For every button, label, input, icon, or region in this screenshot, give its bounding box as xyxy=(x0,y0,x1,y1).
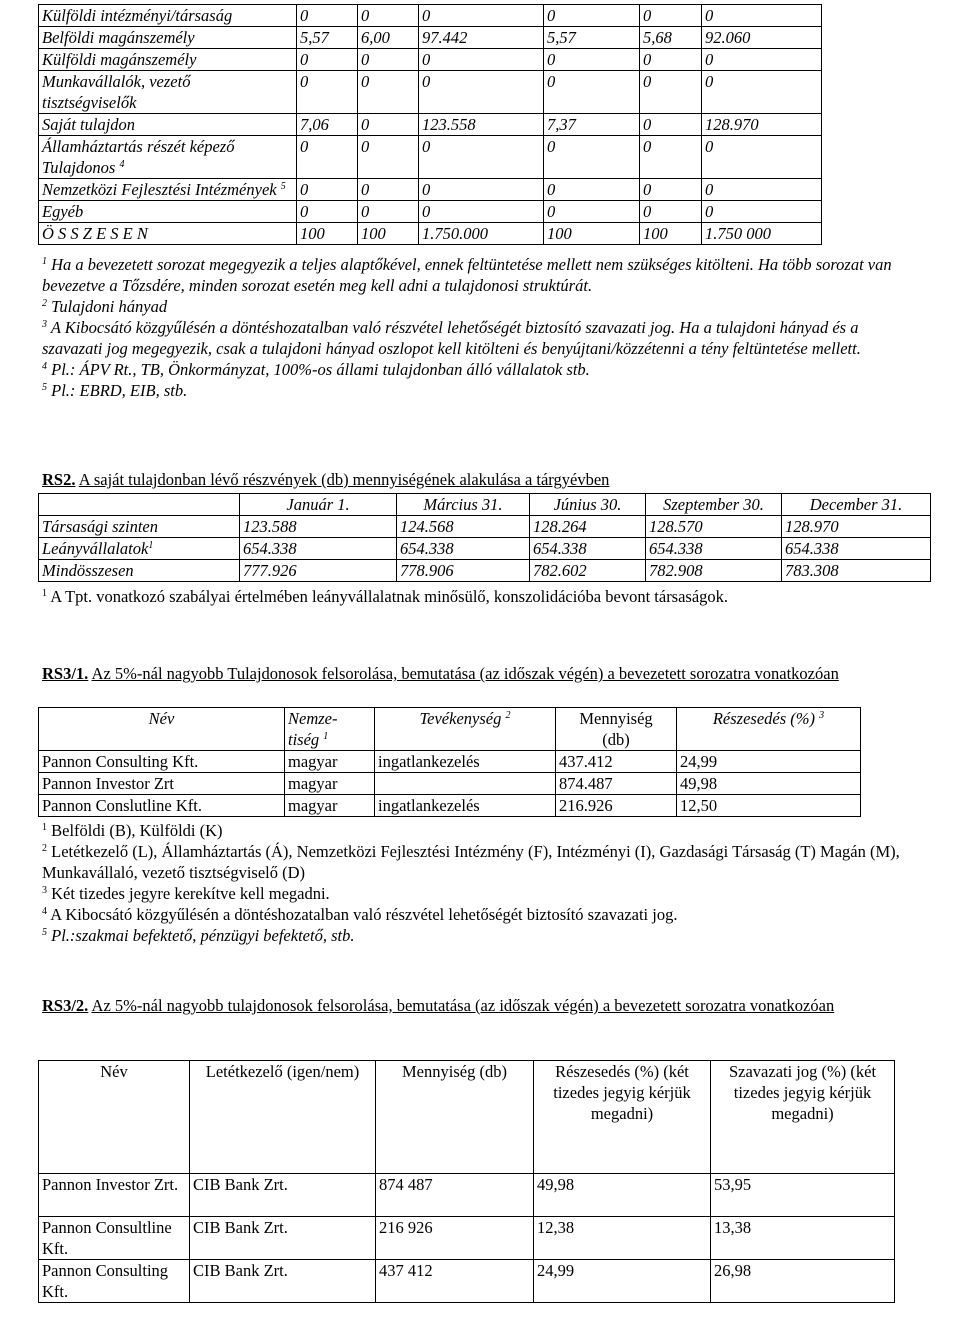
cell: 0 xyxy=(358,71,419,114)
header-activity xyxy=(375,708,556,751)
header-quantity-line2: (db) xyxy=(602,730,630,749)
cell-voting-rights: 26,98 xyxy=(711,1260,895,1303)
cell: 0 xyxy=(419,5,544,27)
header-quantity xyxy=(556,708,677,751)
header-cell: Június 30. xyxy=(530,494,646,516)
table-row xyxy=(39,136,822,179)
header-share: Részesedés (%) (két tizedes jegyig kérjük megadni) xyxy=(534,1061,711,1174)
footnote-text: Letétkezelő (L), Államháztartás (Á), Nemzetközi Fejlesztési Intézmény (F), Intézményi (I), Gazdasági Társaság (T) Magán (M), Munkavállaló, vezető tisztségviselő (D) xyxy=(42,842,900,882)
row-label-line1: Munkavállalók, vezető xyxy=(42,72,191,91)
cell-voting-rights: 13,38 xyxy=(711,1217,895,1260)
cell: 782.602 xyxy=(530,560,646,582)
cell-share: 24,99 xyxy=(534,1260,711,1303)
table-row xyxy=(39,538,931,560)
table-row xyxy=(39,201,822,223)
cell: 1.750 000 xyxy=(702,223,822,245)
header-nationality xyxy=(285,708,375,751)
cell: 123.588 xyxy=(240,516,397,538)
row-label-text: Nemzetközi Fejlesztési Intézmények xyxy=(42,180,277,199)
cell: 0 xyxy=(702,49,822,71)
section-title: Az 5%-nál nagyobb tulajdonosok felsorolása, bemutatása (az időszak végén) a bevezetett sorozatra vonatkozóan xyxy=(91,996,835,1015)
section-code: RS3/2. xyxy=(42,996,89,1015)
row-label: Külföldi intézményi/társaság xyxy=(39,5,297,27)
rs2-heading xyxy=(42,470,609,490)
cell: 128.970 xyxy=(702,114,822,136)
shareholder-structure-table xyxy=(38,4,822,245)
table-row xyxy=(39,773,861,795)
section-code: RS3/1. xyxy=(42,664,89,683)
cell: 0 xyxy=(702,71,822,114)
table-row xyxy=(39,1174,895,1217)
table-row xyxy=(39,751,861,773)
cell: 0 xyxy=(419,71,544,114)
footnote-text: Belföldi (B), Külföldi (K) xyxy=(51,821,223,840)
footnote-number: 4 xyxy=(42,906,47,917)
cell: 0 xyxy=(640,136,702,179)
cell: 0 xyxy=(544,136,640,179)
footnote-number: 3 xyxy=(42,885,47,896)
cell: 100 xyxy=(544,223,640,245)
cell: 0 xyxy=(544,5,640,27)
footnote-ref: 4 xyxy=(119,159,125,170)
cell: 0 xyxy=(297,71,358,114)
row-label xyxy=(39,136,297,179)
cell-share: 12,38 xyxy=(534,1217,711,1260)
cell-name: Pannon Consultline Kft. xyxy=(39,1217,190,1260)
cell: 0 xyxy=(640,179,702,201)
cell: 7,06 xyxy=(297,114,358,136)
header-cell: December 31. xyxy=(782,494,931,516)
header-nationality-line1: Nemze- xyxy=(288,709,338,728)
cell-activity xyxy=(375,773,556,795)
cell: 128.970 xyxy=(782,516,931,538)
cell-name: Pannon Consulting Kft. xyxy=(39,751,285,773)
cell: 0 xyxy=(419,201,544,223)
cell: 100 xyxy=(358,223,419,245)
treasury-shares-table xyxy=(38,493,931,582)
cell: 0 xyxy=(297,136,358,179)
header-nationality-line2: tiség xyxy=(288,730,320,749)
footnote xyxy=(42,904,912,925)
cell: 0 xyxy=(297,179,358,201)
table-row xyxy=(39,179,822,201)
footnote-ref: 1 xyxy=(323,731,329,742)
section-title: A saját tulajdonban lévő részvények (db) mennyiségének alakulása a tárgyévben xyxy=(78,470,610,489)
cell: 5,57 xyxy=(297,27,358,49)
header-quantity: Mennyiség (db) xyxy=(376,1061,534,1174)
row-label-line2: Tulajdonos xyxy=(42,158,116,177)
header-name: Név xyxy=(39,708,285,751)
rs2-footnote xyxy=(42,586,922,607)
cell-name: Pannon Conslutline Kft. xyxy=(39,795,285,817)
table-row xyxy=(39,1217,895,1260)
cell-custodian: CIB Bank Zrt. xyxy=(190,1260,376,1303)
cell: 0 xyxy=(544,49,640,71)
cell-custodian: CIB Bank Zrt. xyxy=(190,1217,376,1260)
table-row xyxy=(39,516,931,538)
rs32-heading xyxy=(42,995,902,1016)
row-label-line1: Államháztartás részét képező xyxy=(42,137,235,156)
footnote-text: Pl.: EBRD, EIB, stb. xyxy=(51,381,188,400)
cell-share: 24,99 xyxy=(677,751,861,773)
cell: 0 xyxy=(702,136,822,179)
header-share-text: Részesedés (%) xyxy=(712,709,816,728)
footnote-number: 5 xyxy=(42,927,47,938)
footnote-ref: 3 xyxy=(819,710,825,721)
cell: 0 xyxy=(297,5,358,27)
cell-voting-rights: 53,95 xyxy=(711,1174,895,1217)
rs31-footnotes xyxy=(42,820,912,946)
cell-nationality: magyar xyxy=(285,773,375,795)
footnote-text: A Tpt. vonatkozó szabályai értelmében leányvállalatnak minősülő, konszolidációba bevont társaságok. xyxy=(50,587,729,606)
cell: 0 xyxy=(702,179,822,201)
section-code: RS2. xyxy=(42,470,76,489)
cell-nationality: magyar xyxy=(285,795,375,817)
cell-nationality: magyar xyxy=(285,751,375,773)
row-label: Saját tulajdon xyxy=(39,114,297,136)
table-header-row xyxy=(39,708,861,751)
cell: 100 xyxy=(297,223,358,245)
header-cell: Szeptember 30. xyxy=(646,494,782,516)
cell: 778.906 xyxy=(397,560,530,582)
cell: 0 xyxy=(544,201,640,223)
major-owners-table xyxy=(38,707,861,817)
footnote xyxy=(42,359,902,380)
table-header-row xyxy=(39,494,931,516)
table-header-row xyxy=(39,1061,895,1174)
row-label xyxy=(39,71,297,114)
row-label xyxy=(39,538,240,560)
cell-quantity: 216.926 xyxy=(556,795,677,817)
cell: 0 xyxy=(358,136,419,179)
cell: 0 xyxy=(358,5,419,27)
footnote-text: Ha a bevezetett sorozat megegyezik a teljes alaptőkével, ennek feltüntetése mellett nem szükséges kitölteni. Ha több sorozat van bevezetve a Tőzsdére, minden sorozat esetén meg kell adni a tulajdonosi struktúrát. xyxy=(42,255,892,295)
cell: 0 xyxy=(358,201,419,223)
cell-custodian: CIB Bank Zrt. xyxy=(190,1174,376,1217)
table-row xyxy=(39,71,822,114)
cell-quantity: 874.487 xyxy=(556,773,677,795)
cell: 7,37 xyxy=(544,114,640,136)
footnote-text: Pl.:szakmai befektető, pénzügyi befektető, stb. xyxy=(51,926,355,945)
footnote-ref: 2 xyxy=(505,710,511,721)
cell: 1.750.000 xyxy=(419,223,544,245)
header-quantity-line1: Mennyiség xyxy=(579,709,653,728)
footnote xyxy=(42,380,902,401)
footnote xyxy=(42,820,912,841)
header-activity-text: Tevékenység xyxy=(419,709,502,728)
row-label: Mindösszesen xyxy=(39,560,240,582)
cell: 0 xyxy=(702,5,822,27)
row-label-text: Leányvállalatok xyxy=(42,539,149,558)
footnote-text: Két tizedes jegyre kerekítve kell megadni. xyxy=(51,884,330,903)
footnote-number: 1 xyxy=(42,256,47,267)
cell: 0 xyxy=(544,179,640,201)
table-row xyxy=(39,1260,895,1303)
cell: 5,68 xyxy=(640,27,702,49)
footnote xyxy=(42,925,912,946)
header-cell-empty xyxy=(39,494,240,516)
footnote-number: 2 xyxy=(42,843,47,854)
rs31-heading xyxy=(42,663,902,684)
row-label: Külföldi magánszemély xyxy=(39,49,297,71)
header-cell: Január 1. xyxy=(240,494,397,516)
cell: 0 xyxy=(640,5,702,27)
table-row xyxy=(39,560,931,582)
cell-share: 12,50 xyxy=(677,795,861,817)
header-voting-rights: Szavazati jog (%) (két tizedes jegyig kérjük megadni) xyxy=(711,1061,895,1174)
cell: 0 xyxy=(297,201,358,223)
table-row-total xyxy=(39,223,822,245)
header-name: Név xyxy=(39,1061,190,1174)
cell: 6,00 xyxy=(358,27,419,49)
major-owners-custodian-table xyxy=(38,1060,895,1303)
cell: 0 xyxy=(358,179,419,201)
cell-share: 49,98 xyxy=(677,773,861,795)
cell-share: 49,98 xyxy=(534,1174,711,1217)
row-label: Belföldi magánszemély xyxy=(39,27,297,49)
cell: 123.558 xyxy=(419,114,544,136)
cell: 0 xyxy=(640,201,702,223)
cell-quantity: 874 487 xyxy=(376,1174,534,1217)
cell-activity: ingatlankezelés xyxy=(375,751,556,773)
row-label xyxy=(39,179,297,201)
header-custodian: Letétkezelő (igen/nem) xyxy=(190,1061,376,1174)
cell: 0 xyxy=(640,114,702,136)
cell: 124.568 xyxy=(397,516,530,538)
table-row xyxy=(39,5,822,27)
cell: 654.338 xyxy=(240,538,397,560)
table-row xyxy=(39,795,861,817)
row-label: Társasági szinten xyxy=(39,516,240,538)
footnote-text: A Kibocsátó közgyűlésén a döntéshozatalban való részvétel lehetőségét biztosító szavazati jog. xyxy=(50,905,678,924)
cell-name: Pannon Consulting Kft. xyxy=(39,1260,190,1303)
cell: 654.338 xyxy=(646,538,782,560)
cell: 0 xyxy=(640,49,702,71)
cell-quantity: 437.412 xyxy=(556,751,677,773)
footnote-text: A Kibocsátó közgyűlésén a döntéshozatalban való részvétel lehetőségét biztosító szavazati jog. Ha a tulajdoni hányad és a szavazati jog megegyezik, csak a tulajdoni hányad oszlopot kell kitölteni és benyújtani/közzétenni a tény feltüntetése mellett. xyxy=(42,318,861,358)
footnote-number: 5 xyxy=(42,382,47,393)
footnote-number: 3 xyxy=(42,319,47,330)
cell: 0 xyxy=(358,49,419,71)
footnote-text: Tulajdoni hányad xyxy=(51,297,168,316)
cell: 0 xyxy=(419,136,544,179)
footnote xyxy=(42,317,902,359)
cell: 128.570 xyxy=(646,516,782,538)
footnote xyxy=(42,254,902,296)
cell: 5,57 xyxy=(544,27,640,49)
cell: 654.338 xyxy=(530,538,646,560)
footnote-number: 1 xyxy=(42,822,47,833)
footnote-number: 4 xyxy=(42,361,47,372)
table-row xyxy=(39,27,822,49)
table-row xyxy=(39,49,822,71)
cell: 0 xyxy=(640,71,702,114)
row-label: Egyéb xyxy=(39,201,297,223)
footnote xyxy=(42,841,912,883)
footnote-number: 1 xyxy=(42,588,47,599)
section-title: Az 5%-nál nagyobb Tulajdonosok felsorolása, bemutatása (az időszak végén) a bevezetett sorozatra vonatkozóan xyxy=(91,664,839,683)
cell: 92.060 xyxy=(702,27,822,49)
footnote xyxy=(42,883,912,904)
cell: 0 xyxy=(419,49,544,71)
table1-footnotes xyxy=(42,254,902,401)
cell: 0 xyxy=(544,71,640,114)
cell: 0 xyxy=(419,179,544,201)
footnote-ref: 1 xyxy=(148,540,154,551)
footnote-ref: 5 xyxy=(280,181,286,192)
row-label: Ö S S Z E S E N xyxy=(39,223,297,245)
cell-name: Pannon Investor Zrt xyxy=(39,773,285,795)
cell: 654.338 xyxy=(782,538,931,560)
cell-activity: ingatlankezelés xyxy=(375,795,556,817)
cell: 654.338 xyxy=(397,538,530,560)
header-share xyxy=(677,708,861,751)
cell-quantity: 216 926 xyxy=(376,1217,534,1260)
cell: 0 xyxy=(358,114,419,136)
cell-quantity: 437 412 xyxy=(376,1260,534,1303)
cell: 97.442 xyxy=(419,27,544,49)
cell: 128.264 xyxy=(530,516,646,538)
cell: 777.926 xyxy=(240,560,397,582)
cell: 783.308 xyxy=(782,560,931,582)
row-label-line2: tisztségviselők xyxy=(42,93,137,112)
cell: 0 xyxy=(702,201,822,223)
cell: 100 xyxy=(640,223,702,245)
footnote-number: 2 xyxy=(42,298,47,309)
footnote xyxy=(42,296,902,317)
cell-name: Pannon Investor Zrt. xyxy=(39,1174,190,1217)
table-row xyxy=(39,114,822,136)
cell: 0 xyxy=(297,49,358,71)
cell: 782.908 xyxy=(646,560,782,582)
footnote-text: Pl.: ÁPV Rt., TB, Önkormányzat, 100%-os állami tulajdonban álló vállalatok stb. xyxy=(51,360,590,379)
header-cell: Március 31. xyxy=(397,494,530,516)
